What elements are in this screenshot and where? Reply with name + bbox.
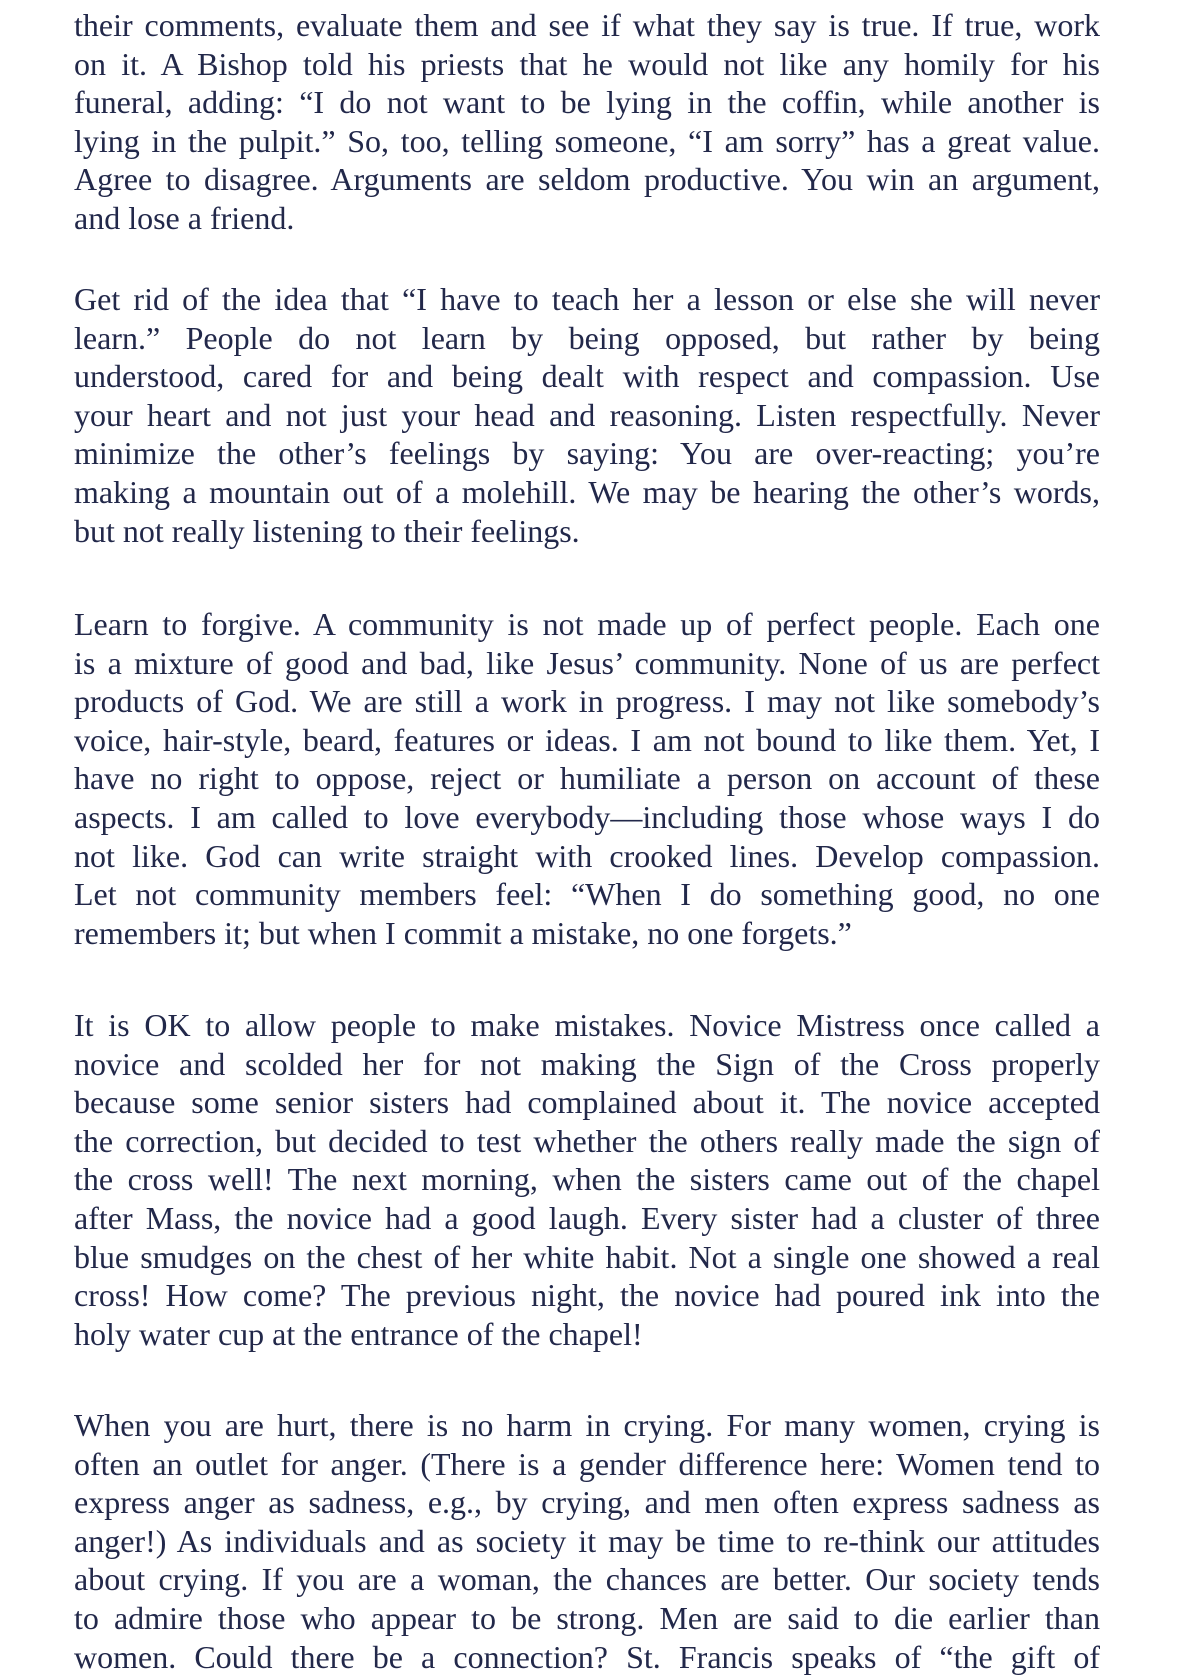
text-line: understood, cared for and being dealt with respect and compassion. Use xyxy=(74,358,1100,395)
text-line: the correction, but decided to test whether the others really made the sign of xyxy=(74,1122,1100,1159)
text-line: lying in the pulpit.” So, too, telling someone, “I am sorry” has a great value. xyxy=(74,122,1100,159)
text-line: not like. God can write straight with crooked lines. Develop compassion. xyxy=(74,837,1100,874)
text-line: and lose a friend. xyxy=(74,199,295,236)
text-line: making a mountain out of a molehill. We may be hearing the other’s words, xyxy=(74,473,1100,510)
text-line: funeral, adding: “I do not want to be lying in the coffin, while another is xyxy=(74,84,1100,121)
text-line: cross! How come? The previous night, the novice had poured ink into the xyxy=(74,1277,1100,1314)
text-line: is a mixture of good and bad, like Jesus’ community. None of us are perfect xyxy=(74,644,1100,681)
text-line: but not really listening to their feelings. xyxy=(74,512,580,549)
text-line: blue smudges on the chest of her white habit. Not a single one showed a real xyxy=(74,1238,1100,1275)
paragraph-5 xyxy=(74,1406,1100,1676)
text-line: voice, hair-style, beard, features or ideas. I am not bound to like them. Yet, I xyxy=(74,721,1100,758)
paragraph-1 xyxy=(74,6,1100,238)
text-line: their comments, evaluate them and see if what they say is true. If true, work xyxy=(74,7,1100,43)
text-line: Agree to disagree. Arguments are seldom productive. You win an argument, xyxy=(74,161,1100,198)
text-line: Learn to forgive. A community is not made up of perfect people. Each one xyxy=(74,606,1100,642)
text-line: often an outlet for anger. (There is a gender difference here: Women tend to xyxy=(74,1445,1100,1482)
text-line: learn.” People do not learn by being opposed, but rather by being xyxy=(74,319,1100,356)
text-line: about crying. If you are a woman, the chances are better. Our society tends xyxy=(74,1561,1100,1598)
text-line: products of God. We are still a work in progress. I may not like somebody’s xyxy=(74,683,1100,720)
text-line: It is OK to allow people to make mistakes. Novice Mistress once called a xyxy=(74,1007,1100,1043)
text-line: aspects. I am called to love everybody—including those whose ways I do xyxy=(74,798,1100,835)
text-line: on it. A Bishop told his priests that he would not like any homily for his xyxy=(74,45,1100,82)
text-line: have no right to oppose, reject or humiliate a person on account of these xyxy=(74,760,1100,797)
text-line: your heart and not just your head and reasoning. Listen respectfully. Never xyxy=(74,396,1100,433)
text-line: after Mass, the novice had a good laugh. Every sister had a cluster of three xyxy=(74,1199,1100,1236)
text-line: minimize the other’s feelings by saying: You are over-reacting; you’re xyxy=(74,435,1100,472)
text-line: novice and scolded her for not making the Sign of the Cross properly xyxy=(74,1045,1100,1082)
text-line: When you are hurt, there is no harm in crying. For many women, crying is xyxy=(74,1407,1100,1443)
text-line: holy water cup at the entrance of the chapel! xyxy=(74,1315,643,1352)
text-line: express anger as sadness, e.g., by crying, and men often express sadness as xyxy=(74,1484,1100,1521)
text-line: because some senior sisters had complained about it. The novice accepted xyxy=(74,1084,1100,1121)
text-line: to admire those who appear to be strong. Men are said to die earlier than xyxy=(74,1599,1100,1636)
document-page xyxy=(74,0,1100,1676)
text-line: remembers it; but when I commit a mistake, no one forgets.” xyxy=(74,914,852,951)
paragraph-4 xyxy=(74,1006,1100,1353)
text-line: anger!) As individuals and as society it may be time to re-think our attitudes xyxy=(74,1522,1100,1559)
text-line: Get rid of the idea that “I have to teach her a lesson or else she will never xyxy=(74,281,1100,317)
text-line: Let not community members feel: “When I do something good, no one xyxy=(74,876,1100,913)
paragraph-3 xyxy=(74,605,1100,952)
text-line: the cross well! The next morning, when the sisters came out of the chapel xyxy=(74,1161,1100,1198)
paragraph-2 xyxy=(74,280,1100,550)
text-line: women. Could there be a connection? St. Francis speaks of “the gift of xyxy=(74,1638,1100,1675)
